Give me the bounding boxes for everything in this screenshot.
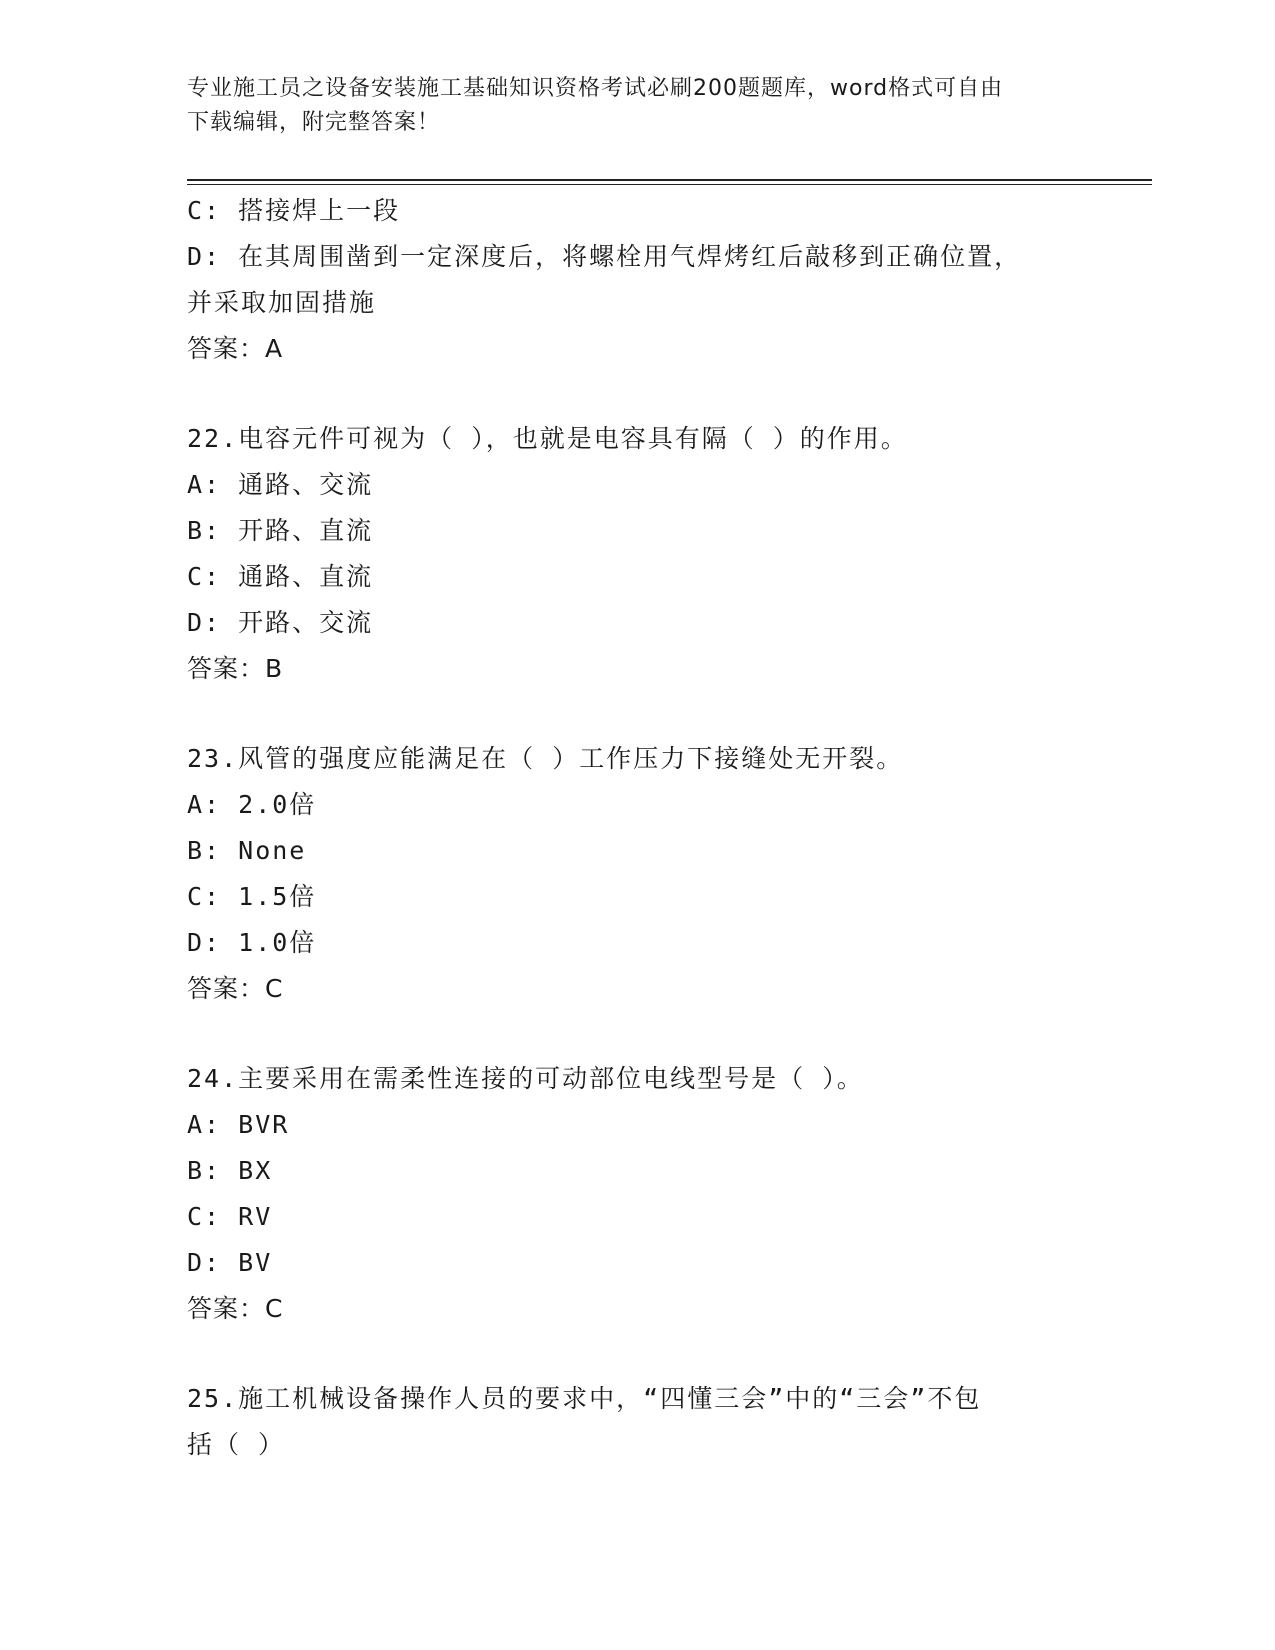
option-c: C: RV [187,1202,273,1231]
answer: 答案：C [187,1294,284,1323]
option-c: C: 1.5倍 [187,882,317,911]
option-a: A: BVR [187,1110,290,1139]
option-d: D: BV [187,1248,273,1277]
header-divider-thin [187,184,1152,185]
option-b: B: None [187,836,307,865]
option-c: C: 搭接焊上一段 [187,196,401,225]
option-c: C: 通路、直流 [187,562,374,591]
question-23: 23.风管的强度应能满足在（ ）工作压力下接缝处无开裂。 [187,744,904,773]
question-25: 25.施工机械设备操作人员的要求中，“四懂三会”中的“三会”不包 [187,1384,982,1413]
option-d-continued: 并采取加固措施 [187,288,377,317]
option-a: A: 通路、交流 [187,470,374,499]
header-title-line-2: 下载编辑，附完整答案！ [187,110,441,135]
question-list [187,188,1087,1468]
header-divider-thick [187,179,1152,181]
option-d: D: 开路、交流 [187,608,374,637]
option-a: A: 2.0倍 [187,790,317,819]
question-25-continued: 括（ ） [187,1430,286,1459]
option-d: D: 在其周围凿到一定深度后，将螺栓用气焊烤红后敲移到正确位置， [187,242,1022,271]
answer: 答案：A [187,334,284,363]
question-22: 22.电容元件可视为（ ），也就是电容具有隔（ ）的作用。 [187,424,908,453]
option-b: B: BX [187,1156,273,1185]
header-title-line-1: 专业施工员之设备安装施工基础知识资格考试必刷200题题库，word格式可自由 [187,76,1004,101]
question-24: 24.主要采用在需柔性连接的可动部位电线型号是（ ）。 [187,1064,864,1093]
option-d: D: 1.0倍 [187,928,317,957]
answer: 答案：B [187,654,284,683]
answer: 答案：C [187,974,284,1003]
option-b: B: 开路、直流 [187,516,374,545]
page-header [187,72,1067,140]
